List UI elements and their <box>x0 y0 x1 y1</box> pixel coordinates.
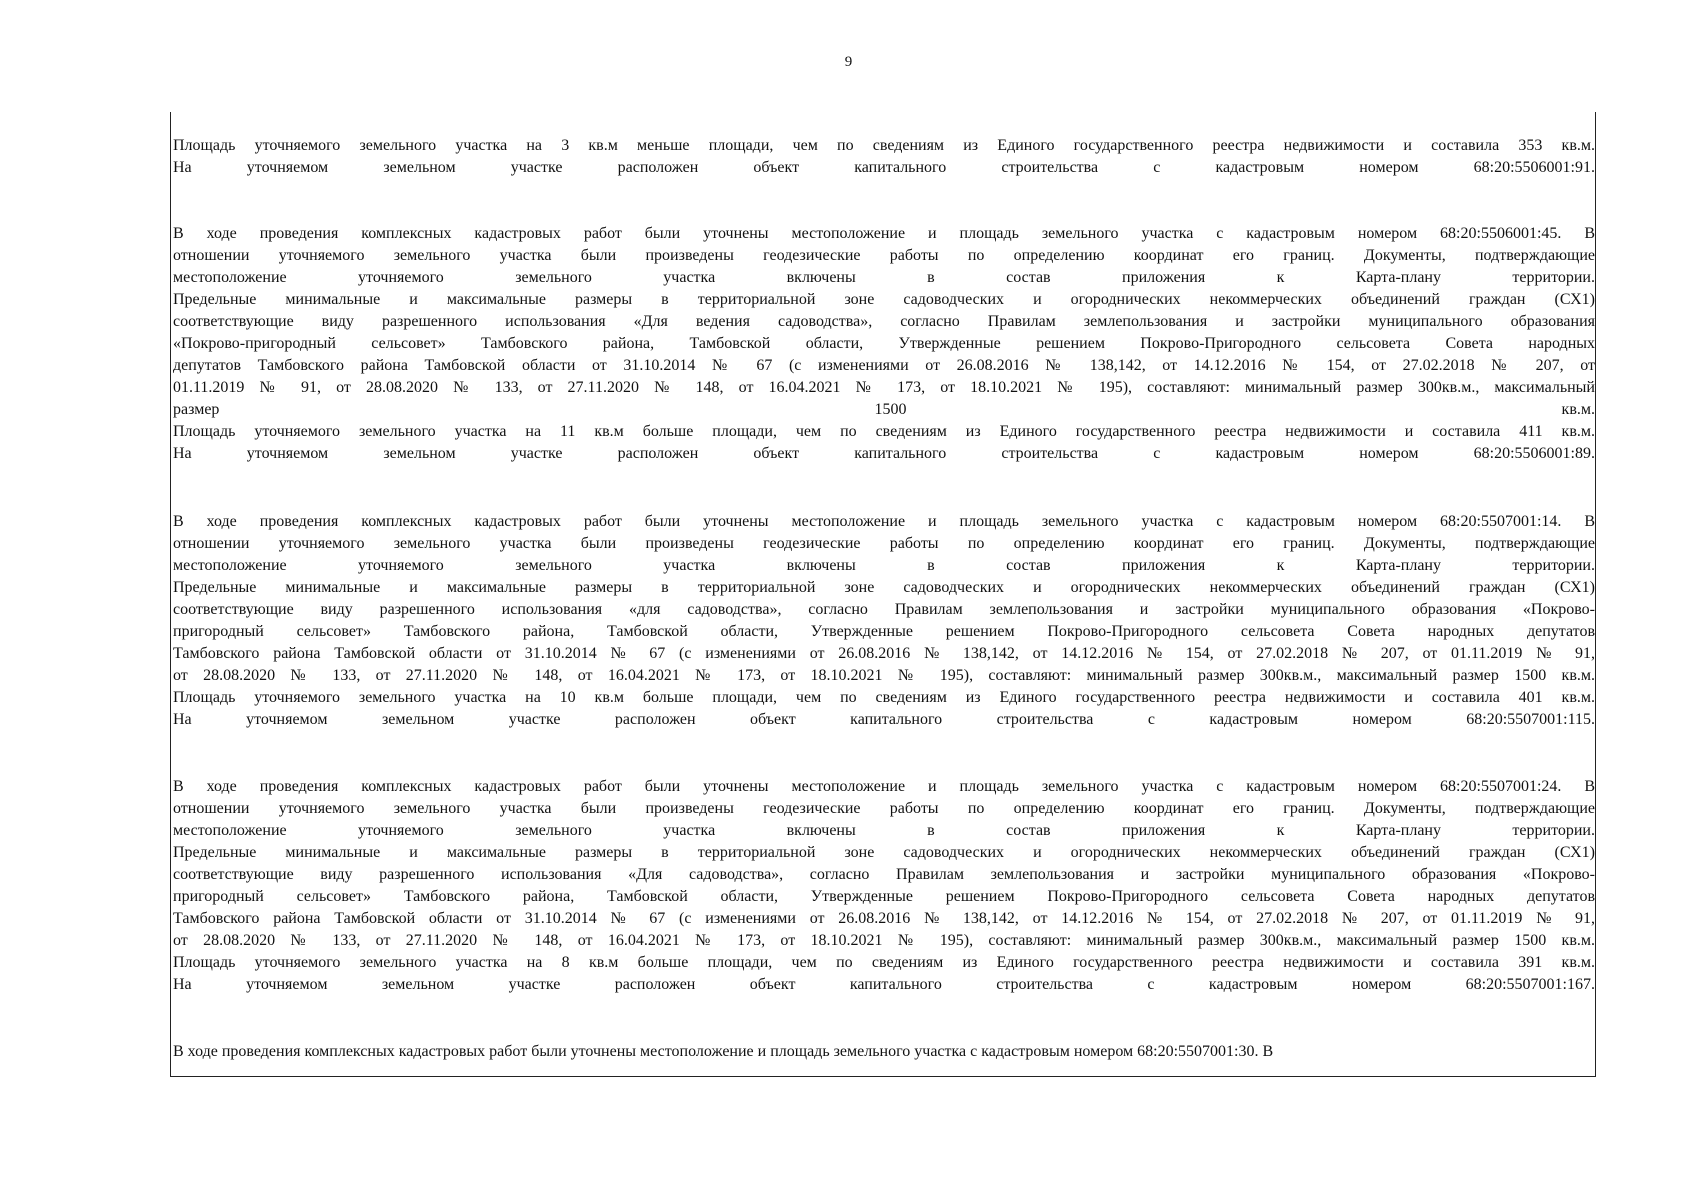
text-line: размер 1500 кв.м. <box>173 401 1595 418</box>
text-line: отношении уточняемого земельного участка были произведены геодезические работы по определению координат его границ. Документы, подтверждающие <box>173 535 1595 552</box>
text-line: соответствующие виду разрешенного использования «для садоводства», согласно Правилам землепользования и застройки муниципального образования «Покрово- <box>173 601 1595 618</box>
text-line: Площадь уточняемого земельного участка на 11 кв.м больше площади, чем по сведениям из Единого государственного реестра недвижимости и составила 411 кв.м. <box>173 423 1595 440</box>
text-line: Предельные минимальные и максимальные размеры в территориальной зоне садоводческих и огороднических некоммерческих объединений граждан (СХ1) <box>173 291 1595 308</box>
text-line: местоположение уточняемого земельного участка включены в состав приложения к Карта-плану территории. <box>173 822 1595 839</box>
text-line: Предельные минимальные и максимальные размеры в территориальной зоне садоводческих и огороднических некоммерческих объединений граждан (СХ1) <box>173 579 1595 596</box>
text-line: В ходе проведения комплексных кадастровых работ были уточнены местоположение и площадь земельного участка с кадастровым номером 68:20:5506001:45. В <box>173 225 1595 242</box>
text-line: На уточняемом земельном участке расположен объект капитального строительства с кадастровым номером 68:20:5506001:91. <box>173 159 1595 176</box>
text-line: В ходе проведения комплексных кадастровых работ были уточнены местоположение и площадь земельного участка с кадастровым номером 68:20:5507001:30. В <box>173 1043 1274 1060</box>
text-line: Тамбовского района Тамбовской области от 31.10.2014 № 67 (с изменениями от 26.08.2016 № 138,142, от 14.12.2016 № 154, от 27.02.2018 № 207, от 01.11.2019 № 91, <box>173 645 1595 662</box>
text-line: отношении уточняемого земельного участка были произведены геодезические работы по определению координат его границ. Документы, подтверждающие <box>173 247 1595 264</box>
text-line: Площадь уточняемого земельного участка на 10 кв.м больше площади, чем по сведениям из Единого государственного реестра недвижимости и составила 401 кв.м. <box>173 689 1595 706</box>
text-line: «Покрово-пригородный сельсовет» Тамбовского района, Тамбовской области, Утвержденные решением Покрово-Пригородного сельсовета Совета народных <box>173 335 1595 352</box>
text-line: На уточняемом земельном участке расположен объект капитального строительства с кадастровым номером 68:20:5506001:89. <box>173 445 1595 462</box>
text-line: На уточняемом земельном участке расположен объект капитального строительства с кадастровым номером 68:20:5507001:167. <box>173 976 1595 993</box>
text-line: от 28.08.2020 № 133, от 27.11.2020 № 148, от 16.04.2021 № 173, от 18.10.2021 № 195), составляют: минимальный размер 300кв.м., максимальный размер 1500 кв.м. <box>173 667 1595 684</box>
text-line: отношении уточняемого земельного участка были произведены геодезические работы по определению координат его границ. Документы, подтверждающие <box>173 800 1595 817</box>
text-line: Предельные минимальные и максимальные размеры в территориальной зоне садоводческих и огороднических некоммерческих объединений граждан (СХ1) <box>173 844 1595 861</box>
text-line: пригородный сельсовет» Тамбовского района, Тамбовской области, Утвержденные решением Покрово-Пригородного сельсовета Совета народных депутатов <box>173 888 1595 905</box>
text-line: Тамбовского района Тамбовской области от 31.10.2014 № 67 (с изменениями от 26.08.2016 № 138,142, от 14.12.2016 № 154, от 27.02.2018 № 207, от 01.11.2019 № 91, <box>173 910 1595 927</box>
text-line: На уточняемом земельном участке расположен объект капитального строительства с кадастровым номером 68:20:5507001:115. <box>173 711 1595 728</box>
paragraph-block-3 <box>173 511 1595 731</box>
text-line: Площадь уточняемого земельного участка на 3 кв.м меньше площади, чем по сведениям из Единого государственного реестра недвижимости и составила 353 кв.м. <box>173 137 1595 154</box>
text-line: от 28.08.2020 № 133, от 27.11.2020 № 148, от 16.04.2021 № 173, от 18.10.2021 № 195), составляют: минимальный размер 300кв.м., максимальный размер 1500 кв.м. <box>173 932 1595 949</box>
text-line: 01.11.2019 № 91, от 28.08.2020 № 133, от 27.11.2020 № 148, от 16.04.2021 № 173, от 18.10.2021 № 195), составляют: минимальный размер 300кв.м., максимальный <box>173 379 1595 396</box>
text-line: депутатов Тамбовского района Тамбовской области от 31.10.2014 № 67 (с изменениями от 26.08.2016 № 138,142, от 14.12.2016 № 154, от 27.02.2018 № 207, от <box>173 357 1595 374</box>
text-line: Площадь уточняемого земельного участка на 8 кв.м больше площади, чем по сведениям из Единого государственного реестра недвижимости и составила 391 кв.м. <box>173 954 1595 971</box>
text-line: соответствующие виду разрешенного использования «Для садоводства», согласно Правилам землепользования и застройки муниципального образования «Покрово- <box>173 866 1595 883</box>
paragraph-block-5 <box>173 1041 1595 1063</box>
text-line: соответствующие виду разрешенного использования «Для ведения садоводства», согласно Правилам землепользования и застройки муниципального образования <box>173 313 1595 330</box>
paragraph-block-2 <box>173 223 1595 465</box>
text-line: местоположение уточняемого земельного участка включены в состав приложения к Карта-плану территории. <box>173 269 1595 286</box>
paragraph-block-1 <box>173 135 1595 179</box>
text-line: В ходе проведения комплексных кадастровых работ были уточнены местоположение и площадь земельного участка с кадастровым номером 68:20:5507001:14. В <box>173 513 1595 530</box>
text-line: В ходе проведения комплексных кадастровых работ были уточнены местоположение и площадь земельного участка с кадастровым номером 68:20:5507001:24. В <box>173 778 1595 795</box>
page-number: 9 <box>844 54 853 70</box>
text-line: местоположение уточняемого земельного участка включены в состав приложения к Карта-плану территории. <box>173 557 1595 574</box>
text-line: пригородный сельсовет» Тамбовского района, Тамбовской области, Утвержденные решением Покрово-Пригородного сельсовета Совета народных депутатов <box>173 623 1595 640</box>
paragraph-block-4 <box>173 776 1595 996</box>
